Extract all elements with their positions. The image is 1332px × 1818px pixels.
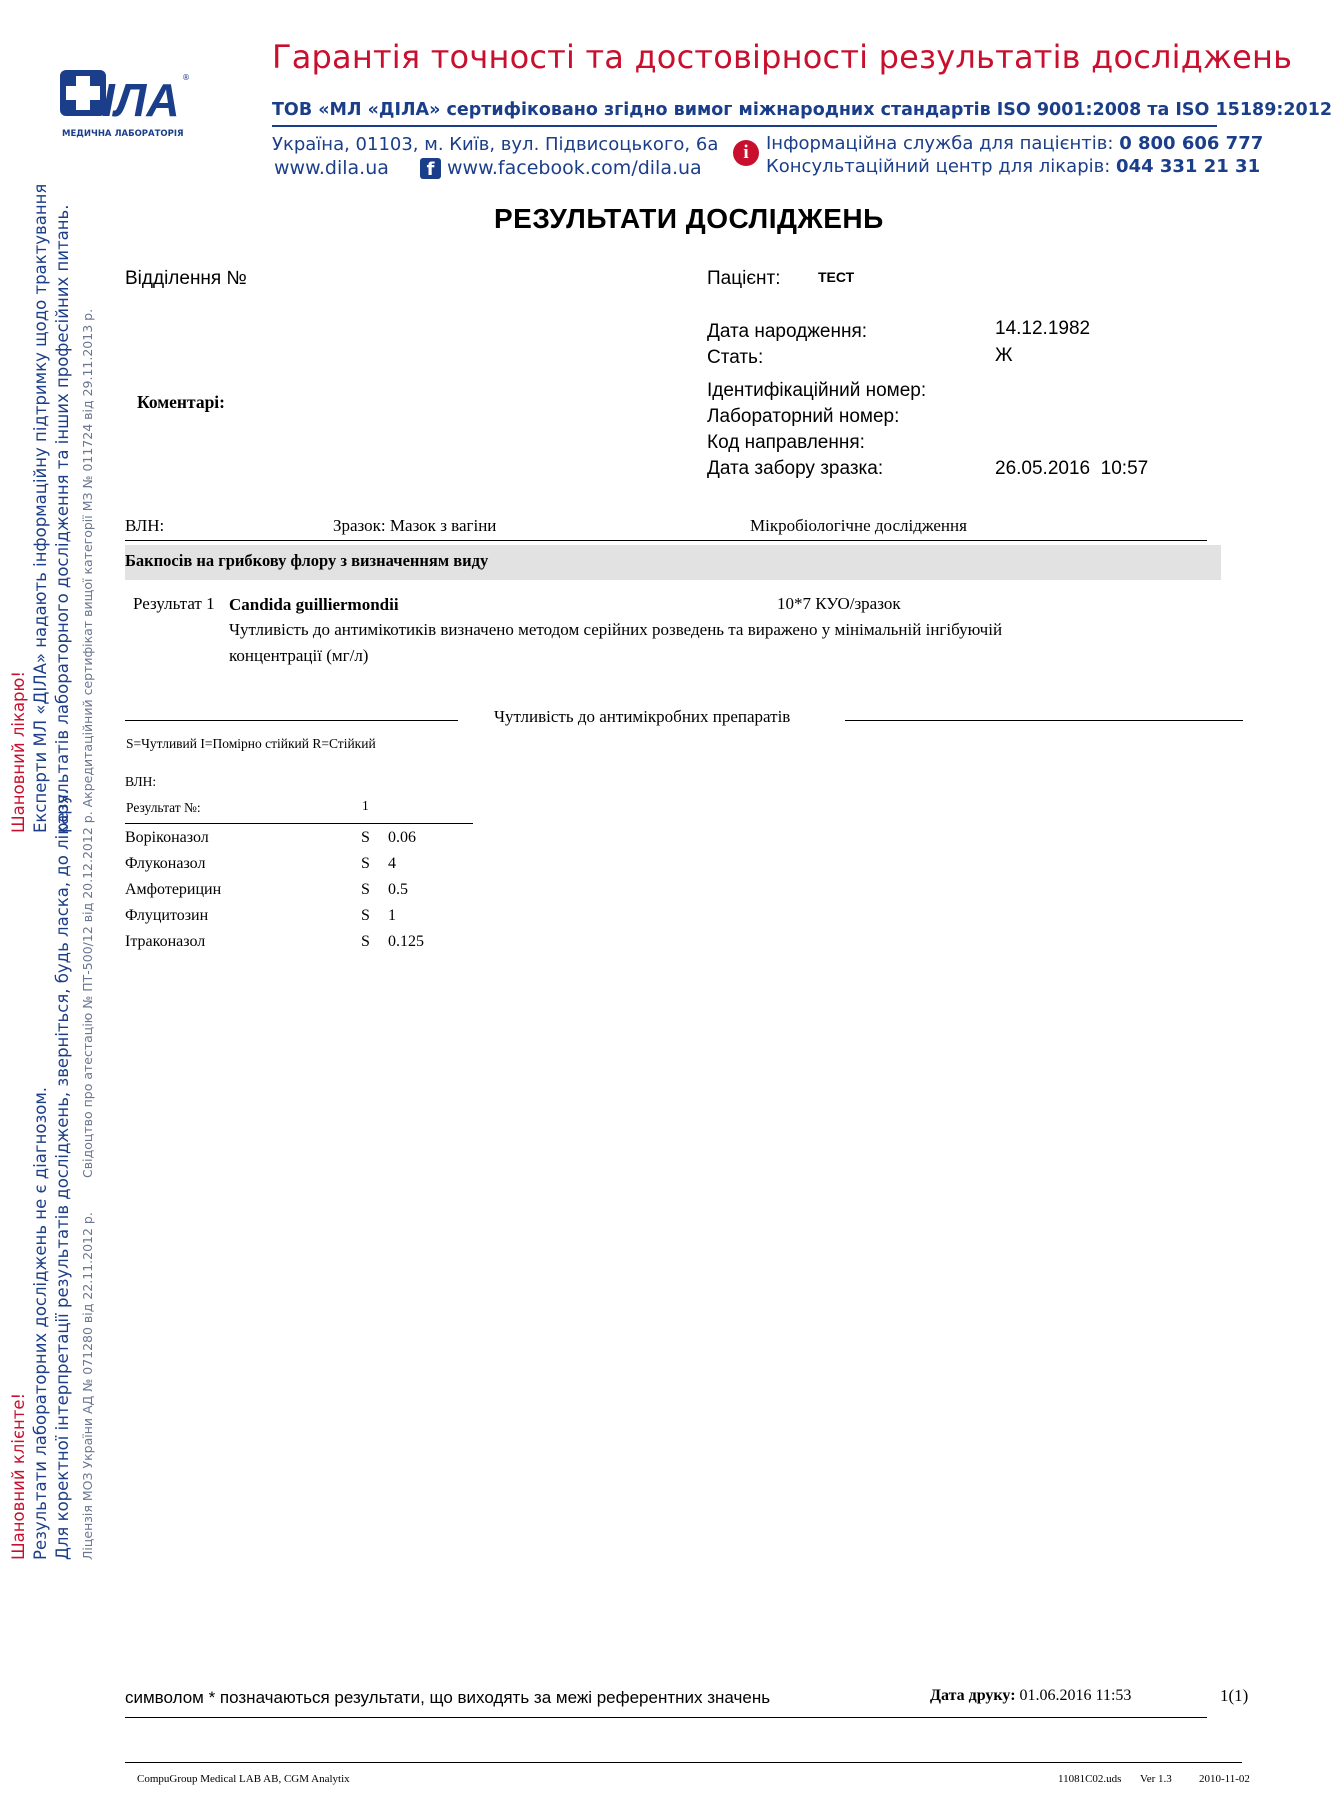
dila-logo	[58, 64, 188, 146]
info-icon: i	[733, 140, 759, 166]
drug-mic: 1	[388, 907, 396, 924]
organism-name: Candida guilliermondii	[229, 595, 399, 614]
document-title: РЕЗУЛЬТАТИ ДОСЛІДЖЕНЬ	[494, 203, 884, 234]
sample-datetime	[995, 458, 1148, 480]
website-link[interactable]: www.dila.ua	[274, 157, 389, 179]
sensitivity-vln-label: ВЛН:	[125, 774, 157, 789]
method-note-line2: концентрації (мг/л)	[229, 646, 369, 665]
drug-name: Флуцитозин	[125, 907, 209, 924]
patient-info-phone: 0 800 606 777	[1119, 133, 1264, 154]
side-doctor-title: Шановний лікарю!	[9, 670, 28, 833]
header-title: Гарантія точності та достовірності результатів досліджень	[272, 38, 1293, 76]
drug-sir: S	[361, 881, 370, 898]
sex-label: Стать:	[707, 347, 764, 368]
drug-mic: 0.06	[388, 829, 416, 846]
side-doctor-line2: результатів лабораторного дослідження та інших професійних питань.	[53, 204, 72, 833]
certification-text: ТОВ «МЛ «ДІЛА» сертифіковано згідно вимог міжнародних стандартів ISO 9001:2008 та ISO 15189:2012	[272, 100, 1332, 120]
footer-divider-1	[125, 1717, 1207, 1718]
drug-name: Флуконазол	[125, 855, 206, 872]
sample-date-label: Дата забору зразка:	[707, 458, 884, 479]
print-date-label: Дата друку:	[930, 1687, 1016, 1704]
print-date	[930, 1687, 1131, 1705]
sensitivity-right-rule	[845, 720, 1243, 721]
sample-type: Зразок: Мазок з вагіни	[333, 516, 497, 535]
result-number-label: Результат №:	[126, 800, 201, 815]
doctor-center-phone: 044 331 21 31	[1116, 156, 1261, 177]
sample-date: 26.05.2016	[995, 458, 1091, 479]
referral-code-label: Код направлення:	[707, 432, 865, 453]
study-divider	[125, 540, 1207, 541]
page-number: 1(1)	[1220, 1686, 1249, 1705]
patient-name: ТЕСТ	[818, 269, 855, 285]
sex-value: Ж	[995, 345, 1013, 366]
doctor-center-label: Консультаційний центр для лікарів:	[766, 156, 1111, 177]
sensitivity-table-rule	[125, 823, 473, 824]
file-id: 11081C02.uds	[1058, 1773, 1122, 1785]
lab-number-label: Лабораторний номер:	[707, 406, 900, 427]
patient-label: Пацієнт:	[707, 268, 781, 289]
svg-text:®: ®	[182, 73, 190, 82]
svg-text:МЕДИЧНА ЛАБОРАТОРІЯ: МЕДИЧНА ЛАБОРАТОРІЯ	[62, 129, 184, 139]
facebook-icon: f	[420, 158, 441, 179]
patient-info-line	[766, 133, 1263, 154]
side-doctor-line1: Експерти МЛ «ДІЛА» надають інформаційну підтримку щодо трактування	[31, 183, 50, 833]
sample-time: 10:57	[1100, 458, 1149, 479]
sir-legend: S=Чутливий I=Помірно стійкий R=Стійкий	[126, 736, 376, 751]
drug-mic: 4	[388, 855, 396, 872]
department-label: Відділення №	[125, 268, 247, 289]
patient-info-label: Інформаційна служба для пацієнтів:	[766, 133, 1114, 154]
drug-mic: 0.125	[388, 933, 424, 950]
birth-value: 14.12.1982	[995, 318, 1091, 339]
drug-sir: S	[361, 907, 370, 924]
doctor-center-line	[766, 156, 1260, 177]
drug-sir: S	[361, 933, 370, 950]
software-version: Ver 1.3	[1140, 1773, 1172, 1785]
id-label: Ідентифікаційний номер:	[707, 380, 927, 401]
header-divider	[272, 125, 1217, 127]
sensitivity-title: Чутливість до антимікробних препаратів	[494, 707, 791, 726]
side-client-license: Ліцензія МОЗ України АД № 071280 від 22.11.2012 р.	[80, 1212, 95, 1560]
result-number: 1	[362, 798, 369, 813]
birth-label: Дата народження:	[707, 321, 868, 342]
drug-mic: 0.5	[388, 881, 408, 898]
lab-address: Україна, 01103, м. Київ, вул. Підвисоцького, 6а	[272, 134, 719, 155]
software-name: CompuGroup Medical LAB AB, CGM Analytix	[137, 1773, 350, 1785]
side-client-title: Шановний клієнте!	[9, 1392, 28, 1560]
print-date-value: 01.06.2016 11:53	[1019, 1687, 1132, 1704]
footer-note: символом * позначаються результати, що виходять за межі референтних значень	[125, 1688, 771, 1707]
colony-count: 10*7 КУО/зразок	[777, 594, 901, 613]
side-doctor-license: Свідоцтво про атестацію № ПТ-500/12 від 20.12.2012 р. Акредитаційний сертифікат вищої категорії МЗ № 011724 від 29.11.2013 р.	[80, 308, 95, 1178]
build-date: 2010-11-02	[1199, 1773, 1250, 1785]
comments-label: Коментарі:	[137, 392, 225, 412]
method-note-line1: Чутливість до антимікотиків визначено методом серійних розведень та виражено у мінімальній інгібуючій	[229, 620, 1003, 639]
side-client-line2: Для коректної інтерпретації результатів досліджень, зверніться, будь ласка, до лікаря.	[53, 789, 72, 1560]
sensitivity-left-rule	[125, 720, 458, 721]
drug-name: Воріконазол	[125, 829, 209, 846]
drug-sir: S	[361, 855, 370, 872]
study-category: Мікробіологічне дослідження	[750, 516, 967, 535]
footer-divider-2	[125, 1762, 1242, 1763]
drug-name: Ітраконазол	[125, 933, 206, 950]
side-client-line1: Результати лабораторних досліджень не є діагнозом.	[31, 1086, 50, 1560]
vln-label: ВЛН:	[125, 516, 165, 535]
drug-sir: S	[361, 829, 370, 846]
facebook-link[interactable]: www.facebook.com/dila.ua	[447, 157, 702, 179]
drug-name: Амфотерицин	[125, 881, 222, 898]
svg-text:ІЛА: ІЛА	[102, 74, 180, 126]
result-label: Результат 1	[133, 594, 215, 613]
test-name: Бакпосів на грибкову флору з визначенням виду	[125, 551, 489, 570]
